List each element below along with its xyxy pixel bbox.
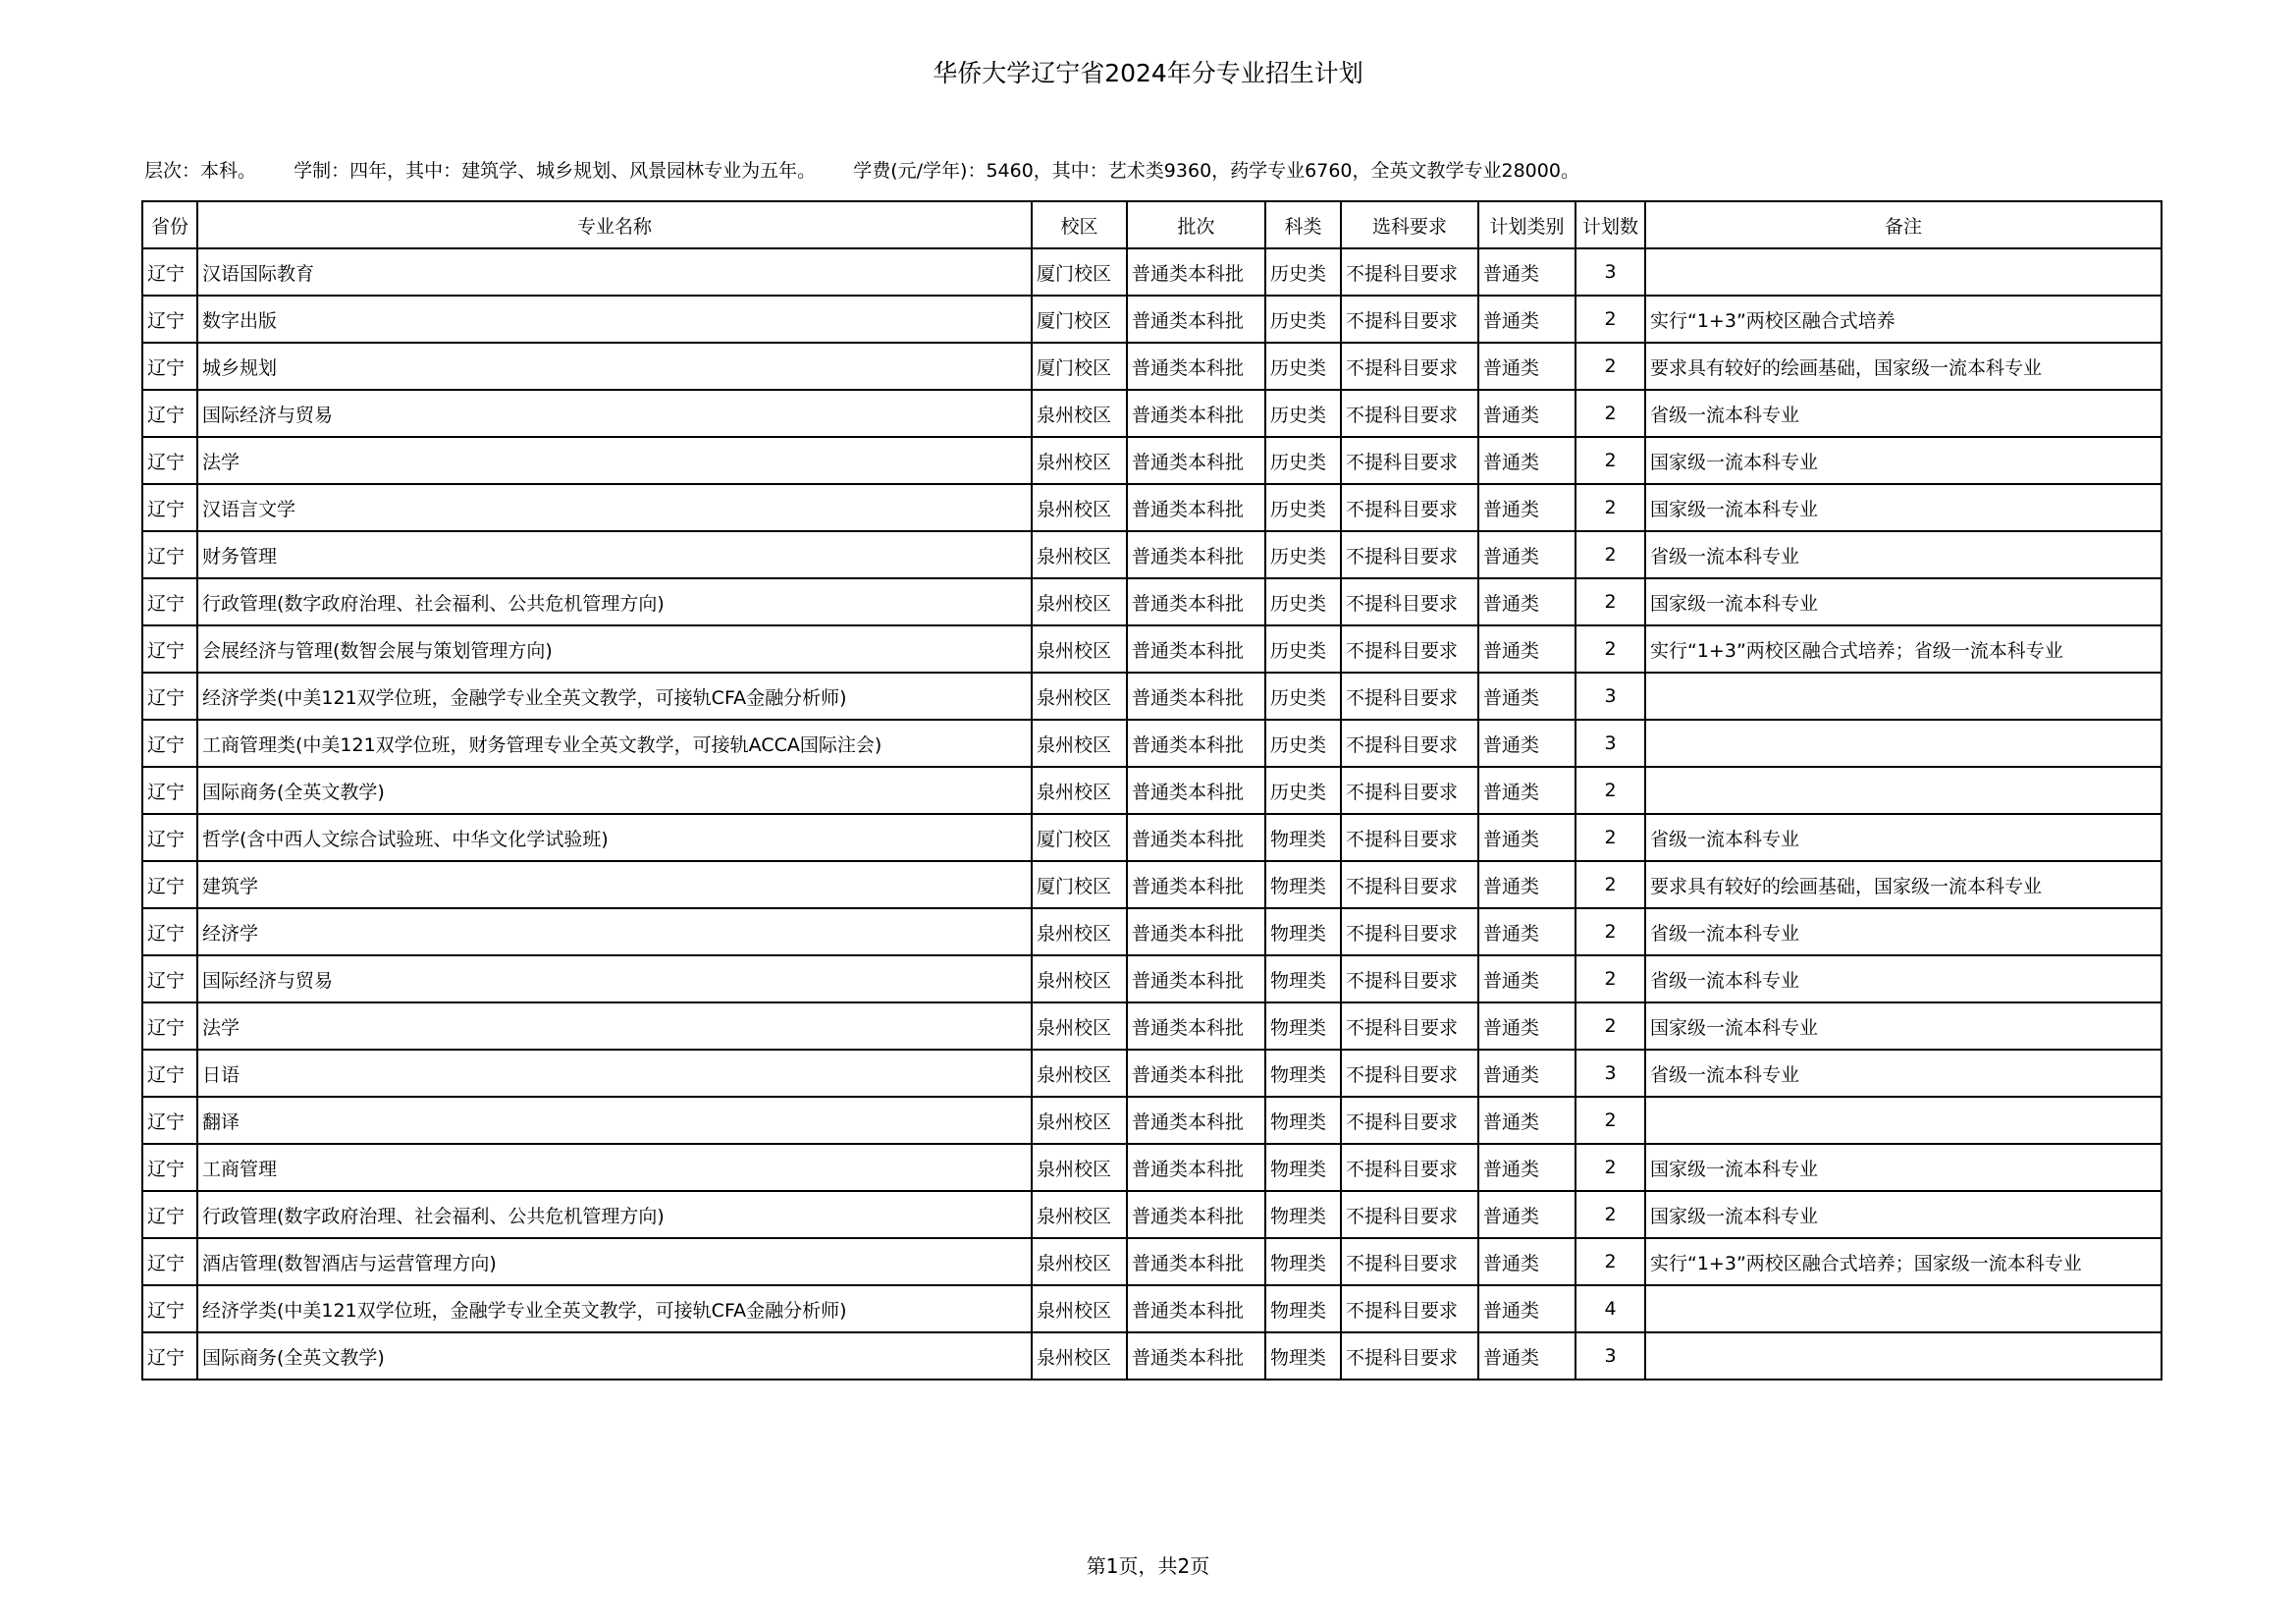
cell-plan-type: 普通类 xyxy=(1478,531,1575,578)
cell-plan-count: 2 xyxy=(1575,861,1645,908)
cell-batch: 普通类本科批 xyxy=(1127,767,1265,814)
cell-campus: 泉州校区 xyxy=(1032,720,1127,767)
cell-category: 历史类 xyxy=(1265,437,1341,484)
cell-campus: 厦门校区 xyxy=(1032,814,1127,861)
cell-major: 建筑学 xyxy=(197,861,1032,908)
cell-plan-count: 3 xyxy=(1575,1050,1645,1097)
table-row xyxy=(142,531,2162,578)
cell-plan-type: 普通类 xyxy=(1478,814,1575,861)
cell-campus: 泉州校区 xyxy=(1032,1332,1127,1380)
cell-plan-type: 普通类 xyxy=(1478,1002,1575,1050)
cell-plan-count: 3 xyxy=(1575,1332,1645,1380)
cell-batch: 普通类本科批 xyxy=(1127,578,1265,625)
cell-batch: 普通类本科批 xyxy=(1127,343,1265,390)
table-row xyxy=(142,625,2162,673)
cell-plan-type: 普通类 xyxy=(1478,484,1575,531)
cell-batch: 普通类本科批 xyxy=(1127,861,1265,908)
cell-plan-type: 普通类 xyxy=(1478,1285,1575,1332)
cell-major: 日语 xyxy=(197,1050,1032,1097)
cell-plan-count: 2 xyxy=(1575,625,1645,673)
table-row xyxy=(142,1097,2162,1144)
cell-province: 辽宁 xyxy=(142,296,197,343)
cell-category: 物理类 xyxy=(1265,1285,1341,1332)
cell-subject-requirement: 不提科目要求 xyxy=(1341,814,1478,861)
cell-batch: 普通类本科批 xyxy=(1127,248,1265,296)
cell-major: 哲学(含中西人文综合试验班、中华文化学试验班) xyxy=(197,814,1032,861)
cell-batch: 普通类本科批 xyxy=(1127,1144,1265,1191)
cell-category: 历史类 xyxy=(1265,390,1341,437)
cell-plan-count: 2 xyxy=(1575,955,1645,1002)
cell-plan-count: 3 xyxy=(1575,673,1645,720)
cell-plan-count: 3 xyxy=(1575,720,1645,767)
header-plan-count: 计划数 xyxy=(1575,201,1645,248)
cell-batch: 普通类本科批 xyxy=(1127,390,1265,437)
cell-major: 会展经济与管理(数智会展与策划管理方向) xyxy=(197,625,1032,673)
info-level: 层次：本科。 xyxy=(144,160,257,182)
cell-major: 城乡规划 xyxy=(197,343,1032,390)
table-row xyxy=(142,343,2162,390)
cell-note xyxy=(1645,1097,2162,1144)
cell-batch: 普通类本科批 xyxy=(1127,720,1265,767)
cell-campus: 泉州校区 xyxy=(1032,484,1127,531)
cell-subject-requirement: 不提科目要求 xyxy=(1341,1191,1478,1238)
cell-campus: 泉州校区 xyxy=(1032,908,1127,955)
info-duration: 学制：四年，其中：建筑学、城乡规划、风景园林专业为五年。 xyxy=(294,160,817,182)
cell-batch: 普通类本科批 xyxy=(1127,1097,1265,1144)
cell-subject-requirement: 不提科目要求 xyxy=(1341,908,1478,955)
cell-note xyxy=(1645,767,2162,814)
cell-batch: 普通类本科批 xyxy=(1127,814,1265,861)
cell-campus: 泉州校区 xyxy=(1032,673,1127,720)
cell-category: 物理类 xyxy=(1265,1238,1341,1285)
cell-note xyxy=(1645,1285,2162,1332)
cell-plan-count: 2 xyxy=(1575,296,1645,343)
cell-major: 经济学 xyxy=(197,908,1032,955)
header-note: 备注 xyxy=(1645,201,2162,248)
cell-subject-requirement: 不提科目要求 xyxy=(1341,343,1478,390)
cell-campus: 泉州校区 xyxy=(1032,531,1127,578)
cell-plan-count: 2 xyxy=(1575,1238,1645,1285)
cell-plan-count: 4 xyxy=(1575,1285,1645,1332)
cell-note: 省级一流本科专业 xyxy=(1645,955,2162,1002)
cell-plan-type: 普通类 xyxy=(1478,1144,1575,1191)
cell-province: 辽宁 xyxy=(142,531,197,578)
cell-province: 辽宁 xyxy=(142,437,197,484)
table-row xyxy=(142,296,2162,343)
cell-plan-type: 普通类 xyxy=(1478,343,1575,390)
cell-note: 国家级一流本科专业 xyxy=(1645,1002,2162,1050)
cell-subject-requirement: 不提科目要求 xyxy=(1341,390,1478,437)
table-row xyxy=(142,720,2162,767)
cell-note xyxy=(1645,1332,2162,1380)
cell-subject-requirement: 不提科目要求 xyxy=(1341,1285,1478,1332)
table-row xyxy=(142,1191,2162,1238)
cell-province: 辽宁 xyxy=(142,673,197,720)
cell-plan-count: 2 xyxy=(1575,578,1645,625)
table-header-row xyxy=(142,201,2162,248)
cell-campus: 泉州校区 xyxy=(1032,437,1127,484)
cell-note: 要求具有较好的绘画基础，国家级一流本科专业 xyxy=(1645,343,2162,390)
cell-batch: 普通类本科批 xyxy=(1127,1050,1265,1097)
info-fee: 学费(元/学年)：5460，其中：艺术类9360，药学专业6760，全英文教学专业28000。 xyxy=(853,160,1579,182)
table-row xyxy=(142,1050,2162,1097)
cell-major: 法学 xyxy=(197,1002,1032,1050)
cell-batch: 普通类本科批 xyxy=(1127,484,1265,531)
cell-category: 历史类 xyxy=(1265,296,1341,343)
cell-plan-type: 普通类 xyxy=(1478,861,1575,908)
table-row xyxy=(142,437,2162,484)
cell-plan-count: 2 xyxy=(1575,1097,1645,1144)
cell-subject-requirement: 不提科目要求 xyxy=(1341,720,1478,767)
cell-plan-type: 普通类 xyxy=(1478,248,1575,296)
cell-category: 物理类 xyxy=(1265,1332,1341,1380)
cell-province: 辽宁 xyxy=(142,1332,197,1380)
cell-subject-requirement: 不提科目要求 xyxy=(1341,531,1478,578)
cell-major: 行政管理(数字政府治理、社会福利、公共危机管理方向) xyxy=(197,578,1032,625)
cell-major: 国际商务(全英文教学) xyxy=(197,1332,1032,1380)
cell-campus: 厦门校区 xyxy=(1032,343,1127,390)
table-row xyxy=(142,1144,2162,1191)
cell-major: 经济学类(中美121双学位班，金融学专业全英文教学，可接轨CFA金融分析师) xyxy=(197,1285,1032,1332)
cell-province: 辽宁 xyxy=(142,1238,197,1285)
cell-major: 国际商务(全英文教学) xyxy=(197,767,1032,814)
header-province: 省份 xyxy=(142,201,197,248)
table-row xyxy=(142,390,2162,437)
cell-note: 省级一流本科专业 xyxy=(1645,1050,2162,1097)
table-row xyxy=(142,908,2162,955)
cell-batch: 普通类本科批 xyxy=(1127,955,1265,1002)
cell-subject-requirement: 不提科目要求 xyxy=(1341,625,1478,673)
cell-note xyxy=(1645,248,2162,296)
cell-province: 辽宁 xyxy=(142,908,197,955)
cell-plan-count: 2 xyxy=(1575,1002,1645,1050)
cell-note: 省级一流本科专业 xyxy=(1645,814,2162,861)
table-row xyxy=(142,248,2162,296)
cell-campus: 泉州校区 xyxy=(1032,1285,1127,1332)
cell-plan-type: 普通类 xyxy=(1478,1332,1575,1380)
cell-plan-type: 普通类 xyxy=(1478,1050,1575,1097)
cell-major: 法学 xyxy=(197,437,1032,484)
cell-batch: 普通类本科批 xyxy=(1127,296,1265,343)
cell-province: 辽宁 xyxy=(142,1050,197,1097)
cell-campus: 泉州校区 xyxy=(1032,767,1127,814)
cell-province: 辽宁 xyxy=(142,1144,197,1191)
cell-campus: 泉州校区 xyxy=(1032,1050,1127,1097)
header-batch: 批次 xyxy=(1127,201,1265,248)
cell-major: 工商管理类(中美121双学位班，财务管理专业全英文教学，可接轨ACCA国际注会) xyxy=(197,720,1032,767)
cell-campus: 泉州校区 xyxy=(1032,578,1127,625)
cell-major: 国际经济与贸易 xyxy=(197,955,1032,1002)
table-row xyxy=(142,861,2162,908)
cell-category: 历史类 xyxy=(1265,248,1341,296)
cell-plan-type: 普通类 xyxy=(1478,1191,1575,1238)
cell-batch: 普通类本科批 xyxy=(1127,908,1265,955)
cell-plan-count: 2 xyxy=(1575,814,1645,861)
cell-note: 省级一流本科专业 xyxy=(1645,390,2162,437)
cell-note: 国家级一流本科专业 xyxy=(1645,1191,2162,1238)
cell-plan-count: 2 xyxy=(1575,343,1645,390)
cell-plan-type: 普通类 xyxy=(1478,625,1575,673)
cell-subject-requirement: 不提科目要求 xyxy=(1341,437,1478,484)
cell-subject-requirement: 不提科目要求 xyxy=(1341,1332,1478,1380)
cell-campus: 泉州校区 xyxy=(1032,955,1127,1002)
header-plan-type: 计划类别 xyxy=(1478,201,1575,248)
cell-plan-count: 2 xyxy=(1575,484,1645,531)
cell-major: 工商管理 xyxy=(197,1144,1032,1191)
cell-note: 要求具有较好的绘画基础，国家级一流本科专业 xyxy=(1645,861,2162,908)
table-row xyxy=(142,578,2162,625)
cell-major: 行政管理(数字政府治理、社会福利、公共危机管理方向) xyxy=(197,1191,1032,1238)
cell-campus: 泉州校区 xyxy=(1032,1097,1127,1144)
cell-campus: 厦门校区 xyxy=(1032,861,1127,908)
table-row xyxy=(142,673,2162,720)
cell-province: 辽宁 xyxy=(142,767,197,814)
cell-major: 财务管理 xyxy=(197,531,1032,578)
cell-plan-count: 3 xyxy=(1575,248,1645,296)
cell-plan-type: 普通类 xyxy=(1478,437,1575,484)
cell-province: 辽宁 xyxy=(142,1191,197,1238)
table-row xyxy=(142,767,2162,814)
cell-campus: 厦门校区 xyxy=(1032,248,1127,296)
cell-category: 历史类 xyxy=(1265,531,1341,578)
cell-category: 物理类 xyxy=(1265,1050,1341,1097)
table-row xyxy=(142,484,2162,531)
page-number: 第1页，共2页 xyxy=(1086,1554,1210,1578)
cell-category: 物理类 xyxy=(1265,1191,1341,1238)
cell-major: 汉语国际教育 xyxy=(197,248,1032,296)
cell-subject-requirement: 不提科目要求 xyxy=(1341,673,1478,720)
enrollment-plan-table xyxy=(141,200,2163,1380)
cell-major: 数字出版 xyxy=(197,296,1032,343)
cell-province: 辽宁 xyxy=(142,484,197,531)
cell-plan-type: 普通类 xyxy=(1478,1097,1575,1144)
cell-subject-requirement: 不提科目要求 xyxy=(1341,1002,1478,1050)
table-row xyxy=(142,955,2162,1002)
cell-plan-count: 2 xyxy=(1575,1191,1645,1238)
cell-batch: 普通类本科批 xyxy=(1127,1002,1265,1050)
cell-subject-requirement: 不提科目要求 xyxy=(1341,296,1478,343)
cell-campus: 泉州校区 xyxy=(1032,1144,1127,1191)
table-row xyxy=(142,1332,2162,1380)
cell-major: 经济学类(中美121双学位班，金融学专业全英文教学，可接轨CFA金融分析师) xyxy=(197,673,1032,720)
cell-note: 国家级一流本科专业 xyxy=(1645,578,2162,625)
cell-major: 酒店管理(数智酒店与运营管理方向) xyxy=(197,1238,1032,1285)
cell-province: 辽宁 xyxy=(142,578,197,625)
header-subject-requirement: 选科要求 xyxy=(1341,201,1478,248)
cell-category: 历史类 xyxy=(1265,578,1341,625)
cell-category: 历史类 xyxy=(1265,673,1341,720)
cell-subject-requirement: 不提科目要求 xyxy=(1341,484,1478,531)
cell-category: 历史类 xyxy=(1265,484,1341,531)
cell-subject-requirement: 不提科目要求 xyxy=(1341,1097,1478,1144)
cell-note xyxy=(1645,720,2162,767)
cell-plan-type: 普通类 xyxy=(1478,720,1575,767)
cell-note: 国家级一流本科专业 xyxy=(1645,484,2162,531)
cell-note: 实行“1+3”两校区融合式培养 xyxy=(1645,296,2162,343)
cell-category: 物理类 xyxy=(1265,955,1341,1002)
cell-province: 辽宁 xyxy=(142,390,197,437)
cell-note xyxy=(1645,673,2162,720)
table-body xyxy=(142,248,2162,1380)
cell-category: 物理类 xyxy=(1265,1144,1341,1191)
cell-subject-requirement: 不提科目要求 xyxy=(1341,767,1478,814)
cell-category: 历史类 xyxy=(1265,720,1341,767)
cell-plan-type: 普通类 xyxy=(1478,955,1575,1002)
cell-plan-count: 2 xyxy=(1575,437,1645,484)
cell-batch: 普通类本科批 xyxy=(1127,437,1265,484)
cell-campus: 泉州校区 xyxy=(1032,1002,1127,1050)
header-major: 专业名称 xyxy=(197,201,1032,248)
cell-batch: 普通类本科批 xyxy=(1127,625,1265,673)
cell-batch: 普通类本科批 xyxy=(1127,531,1265,578)
cell-plan-type: 普通类 xyxy=(1478,1238,1575,1285)
cell-category: 历史类 xyxy=(1265,343,1341,390)
table-row xyxy=(142,1285,2162,1332)
cell-plan-count: 2 xyxy=(1575,767,1645,814)
cell-major: 翻译 xyxy=(197,1097,1032,1144)
cell-plan-type: 普通类 xyxy=(1478,767,1575,814)
cell-note: 省级一流本科专业 xyxy=(1645,908,2162,955)
header-campus: 校区 xyxy=(1032,201,1127,248)
cell-campus: 泉州校区 xyxy=(1032,1191,1127,1238)
cell-category: 物理类 xyxy=(1265,908,1341,955)
cell-category: 物理类 xyxy=(1265,1097,1341,1144)
cell-plan-type: 普通类 xyxy=(1478,390,1575,437)
table-row xyxy=(142,814,2162,861)
cell-province: 辽宁 xyxy=(142,720,197,767)
cell-note: 国家级一流本科专业 xyxy=(1645,437,2162,484)
cell-province: 辽宁 xyxy=(142,955,197,1002)
cell-campus: 泉州校区 xyxy=(1032,390,1127,437)
cell-batch: 普通类本科批 xyxy=(1127,673,1265,720)
cell-plan-count: 2 xyxy=(1575,390,1645,437)
cell-subject-requirement: 不提科目要求 xyxy=(1341,578,1478,625)
cell-category: 历史类 xyxy=(1265,625,1341,673)
cell-batch: 普通类本科批 xyxy=(1127,1332,1265,1380)
cell-plan-type: 普通类 xyxy=(1478,908,1575,955)
cell-category: 物理类 xyxy=(1265,814,1341,861)
cell-province: 辽宁 xyxy=(142,1285,197,1332)
cell-batch: 普通类本科批 xyxy=(1127,1285,1265,1332)
page-title: 华侨大学辽宁省2024年分专业招生计划 xyxy=(933,59,1363,87)
cell-province: 辽宁 xyxy=(142,625,197,673)
cell-subject-requirement: 不提科目要求 xyxy=(1341,1144,1478,1191)
table-row xyxy=(142,1002,2162,1050)
cell-batch: 普通类本科批 xyxy=(1127,1238,1265,1285)
cell-campus: 泉州校区 xyxy=(1032,1238,1127,1285)
cell-subject-requirement: 不提科目要求 xyxy=(1341,861,1478,908)
cell-subject-requirement: 不提科目要求 xyxy=(1341,1050,1478,1097)
cell-plan-type: 普通类 xyxy=(1478,673,1575,720)
cell-province: 辽宁 xyxy=(142,1097,197,1144)
cell-category: 物理类 xyxy=(1265,1002,1341,1050)
cell-major: 国际经济与贸易 xyxy=(197,390,1032,437)
cell-subject-requirement: 不提科目要求 xyxy=(1341,955,1478,1002)
cell-major: 汉语言文学 xyxy=(197,484,1032,531)
cell-batch: 普通类本科批 xyxy=(1127,1191,1265,1238)
cell-category: 历史类 xyxy=(1265,767,1341,814)
cell-category: 物理类 xyxy=(1265,861,1341,908)
cell-note: 实行“1+3”两校区融合式培养；省级一流本科专业 xyxy=(1645,625,2162,673)
header-category: 科类 xyxy=(1265,201,1341,248)
admission-info xyxy=(144,158,1579,184)
cell-province: 辽宁 xyxy=(142,861,197,908)
cell-campus: 厦门校区 xyxy=(1032,296,1127,343)
cell-plan-count: 2 xyxy=(1575,1144,1645,1191)
cell-plan-type: 普通类 xyxy=(1478,578,1575,625)
cell-plan-type: 普通类 xyxy=(1478,296,1575,343)
cell-subject-requirement: 不提科目要求 xyxy=(1341,1238,1478,1285)
table-row xyxy=(142,1238,2162,1285)
cell-province: 辽宁 xyxy=(142,814,197,861)
cell-campus: 泉州校区 xyxy=(1032,625,1127,673)
cell-province: 辽宁 xyxy=(142,248,197,296)
cell-province: 辽宁 xyxy=(142,343,197,390)
cell-plan-count: 2 xyxy=(1575,531,1645,578)
cell-subject-requirement: 不提科目要求 xyxy=(1341,248,1478,296)
cell-province: 辽宁 xyxy=(142,1002,197,1050)
cell-plan-count: 2 xyxy=(1575,908,1645,955)
cell-note: 国家级一流本科专业 xyxy=(1645,1144,2162,1191)
cell-note: 省级一流本科专业 xyxy=(1645,531,2162,578)
cell-note: 实行“1+3”两校区融合式培养；国家级一流本科专业 xyxy=(1645,1238,2162,1285)
